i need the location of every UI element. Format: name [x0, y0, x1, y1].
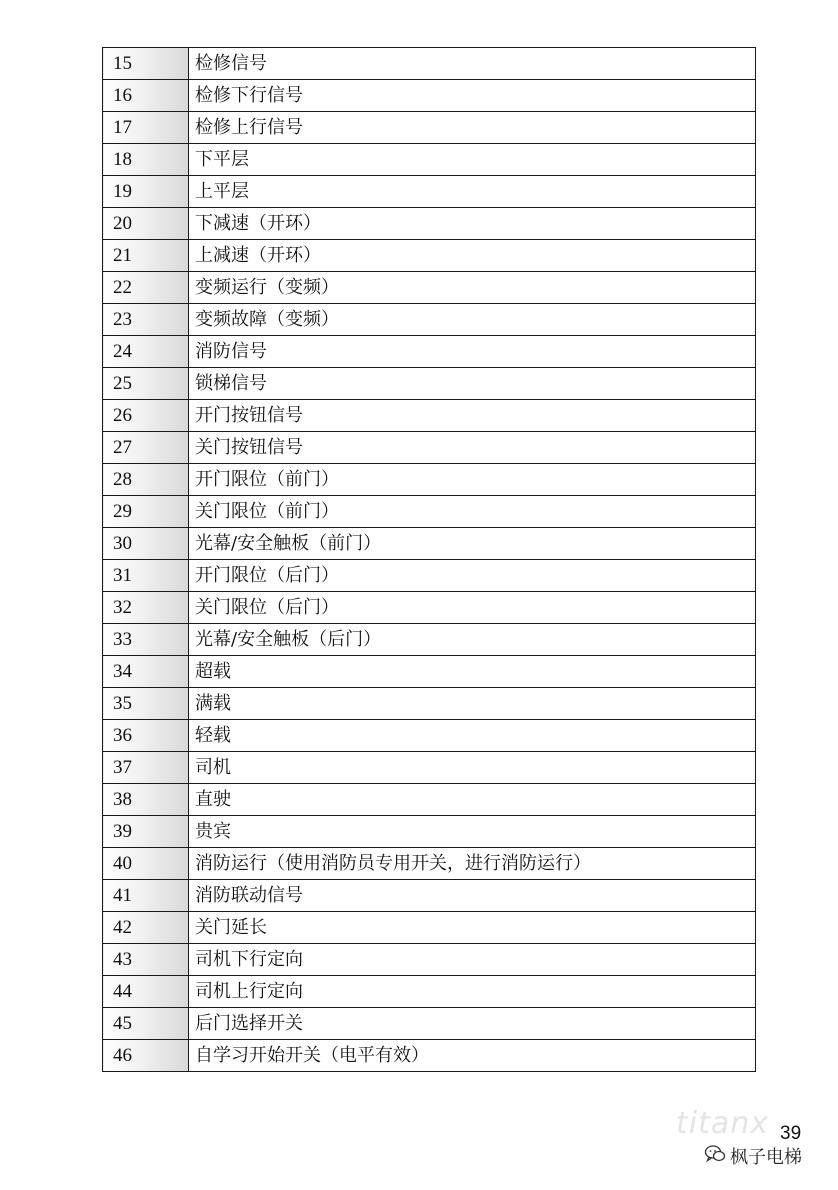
row-number: 44 — [103, 976, 189, 1008]
table-row — [103, 592, 756, 624]
row-description: 关门按钮信号 — [189, 432, 756, 464]
table-row — [103, 336, 756, 368]
signal-table — [102, 47, 756, 1072]
wechat-icon — [704, 1144, 726, 1169]
table-body — [103, 48, 756, 1072]
table-row — [103, 944, 756, 976]
table-row — [103, 432, 756, 464]
row-number: 45 — [103, 1008, 189, 1040]
watermark: titanx — [676, 1106, 770, 1141]
row-description: 司机下行定向 — [189, 944, 756, 976]
row-description: 光幕/安全触板（前门） — [189, 528, 756, 560]
table-row — [103, 784, 756, 816]
table-row — [103, 208, 756, 240]
row-description: 满载 — [189, 688, 756, 720]
table-row — [103, 464, 756, 496]
table-row — [103, 272, 756, 304]
row-number: 43 — [103, 944, 189, 976]
row-description: 轻载 — [189, 720, 756, 752]
row-number: 22 — [103, 272, 189, 304]
row-description: 开门限位（前门） — [189, 464, 756, 496]
row-description: 检修信号 — [189, 48, 756, 80]
row-description: 消防信号 — [189, 336, 756, 368]
table-row — [103, 816, 756, 848]
table-row — [103, 176, 756, 208]
row-number: 46 — [103, 1040, 189, 1072]
row-number: 26 — [103, 400, 189, 432]
table-row — [103, 688, 756, 720]
row-description: 司机 — [189, 752, 756, 784]
row-number: 20 — [103, 208, 189, 240]
row-description: 直驶 — [189, 784, 756, 816]
row-number: 25 — [103, 368, 189, 400]
table-row — [103, 560, 756, 592]
table-row — [103, 656, 756, 688]
table-row — [103, 144, 756, 176]
row-number: 30 — [103, 528, 189, 560]
row-number: 35 — [103, 688, 189, 720]
row-number: 34 — [103, 656, 189, 688]
table-row — [103, 368, 756, 400]
table-row — [103, 976, 756, 1008]
row-description: 关门限位（前门） — [189, 496, 756, 528]
table-row — [103, 528, 756, 560]
row-description: 后门选择开关 — [189, 1008, 756, 1040]
row-number: 41 — [103, 880, 189, 912]
row-number: 39 — [103, 816, 189, 848]
row-description: 变频故障（变频） — [189, 304, 756, 336]
row-description: 锁梯信号 — [189, 368, 756, 400]
row-number: 21 — [103, 240, 189, 272]
row-number: 36 — [103, 720, 189, 752]
table-row — [103, 624, 756, 656]
row-number: 24 — [103, 336, 189, 368]
row-description: 超载 — [189, 656, 756, 688]
table-row — [103, 848, 756, 880]
row-number: 16 — [103, 80, 189, 112]
row-number: 31 — [103, 560, 189, 592]
row-description: 上平层 — [189, 176, 756, 208]
row-description: 光幕/安全触板（后门） — [189, 624, 756, 656]
table-row — [103, 496, 756, 528]
table-row — [103, 112, 756, 144]
table-row — [103, 912, 756, 944]
account-name: 枫子电梯 — [730, 1147, 802, 1168]
table-row — [103, 48, 756, 80]
table-row — [103, 720, 756, 752]
table-row — [103, 1008, 756, 1040]
row-description: 关门延长 — [189, 912, 756, 944]
row-number: 37 — [103, 752, 189, 784]
row-number: 27 — [103, 432, 189, 464]
table-row — [103, 240, 756, 272]
row-number: 38 — [103, 784, 189, 816]
row-description: 下减速（开环） — [189, 208, 756, 240]
table-row — [103, 304, 756, 336]
row-number: 15 — [103, 48, 189, 80]
row-description: 消防运行（使用消防员专用开关，进行消防运行） — [189, 848, 756, 880]
table-row — [103, 80, 756, 112]
row-number: 17 — [103, 112, 189, 144]
row-description: 自学习开始开关（电平有效） — [189, 1040, 756, 1072]
row-number: 32 — [103, 592, 189, 624]
row-description: 变频运行（变频） — [189, 272, 756, 304]
row-number: 28 — [103, 464, 189, 496]
page-number: 39 — [780, 1123, 802, 1144]
row-description: 下平层 — [189, 144, 756, 176]
row-description: 关门限位（后门） — [189, 592, 756, 624]
table-row — [103, 1040, 756, 1072]
row-description: 消防联动信号 — [189, 880, 756, 912]
row-number: 18 — [103, 144, 189, 176]
row-description: 贵宾 — [189, 816, 756, 848]
row-number: 33 — [103, 624, 189, 656]
row-description: 上减速（开环） — [189, 240, 756, 272]
table-row — [103, 752, 756, 784]
row-number: 23 — [103, 304, 189, 336]
row-description: 司机上行定向 — [189, 976, 756, 1008]
account-badge — [704, 1143, 802, 1169]
row-description: 开门按钮信号 — [189, 400, 756, 432]
row-number: 19 — [103, 176, 189, 208]
row-description: 开门限位（后门） — [189, 560, 756, 592]
row-description: 检修上行信号 — [189, 112, 756, 144]
row-number: 42 — [103, 912, 189, 944]
row-number: 29 — [103, 496, 189, 528]
row-number: 40 — [103, 848, 189, 880]
row-description: 检修下行信号 — [189, 80, 756, 112]
table-row — [103, 880, 756, 912]
table-row — [103, 400, 756, 432]
